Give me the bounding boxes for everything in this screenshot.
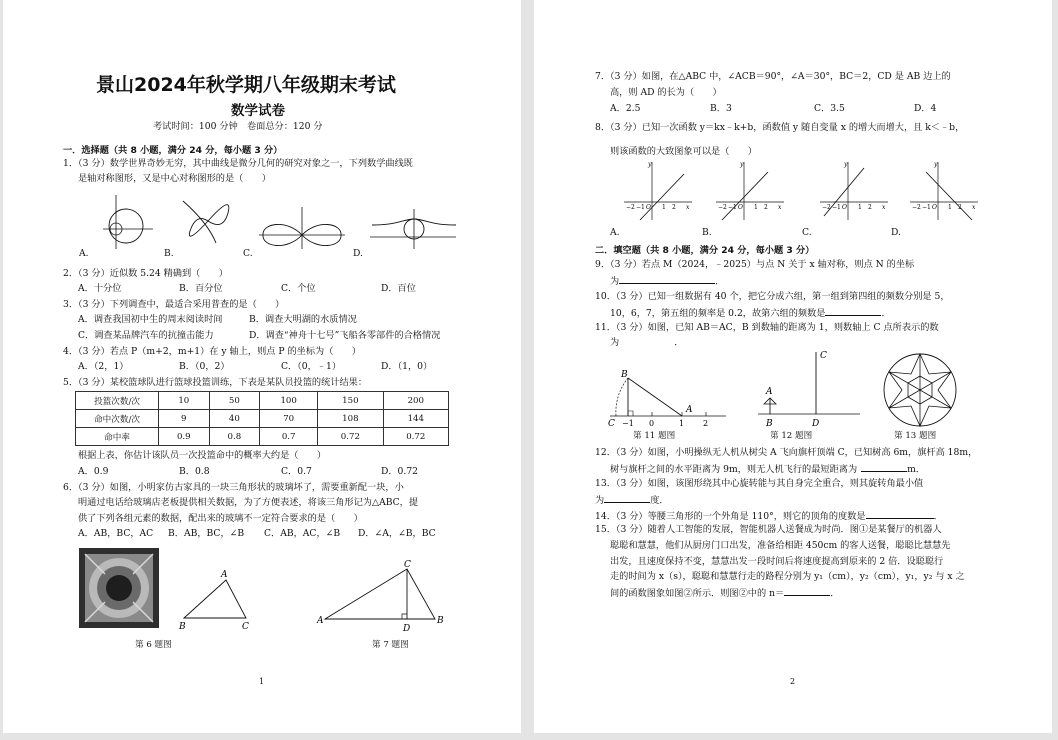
q2-option-a: A．十分位 (78, 283, 122, 294)
q8-graph-d (908, 158, 980, 222)
table-cell: 150 (318, 392, 383, 410)
fig11-tick: −1 (622, 419, 634, 428)
table-cell: 70 (260, 410, 318, 428)
q10-answer-blank[interactable] (825, 305, 881, 316)
q15-line5-prefix: 间的函数图象如图②所示．则图②中的 n＝ (610, 588, 785, 599)
q8-label-d: D. (891, 227, 901, 238)
q8-label-a: A. (610, 227, 620, 238)
q13-line1: 13．（3 分）如图，该图形绕其中心旋转能与其自身完全重合，则其旋转角最小值 (595, 478, 924, 489)
section-2-heading: 二．填空题（共 8 小题，满分 24 分，每小题 3 分） (595, 245, 815, 256)
axis-label-y: y (934, 161, 938, 168)
fig12-caption: 第 12 题图 (770, 431, 813, 441)
q8-label-c: C. (802, 227, 812, 238)
axis-label-x: x (778, 204, 782, 211)
table-row (76, 410, 449, 428)
table-cell: 50 (209, 392, 260, 410)
axis-label-y: y (740, 161, 744, 168)
fig7-label-b: B (437, 616, 444, 626)
tick-label: 1 (754, 204, 758, 211)
fig12-label-a: A (766, 387, 773, 397)
q1-label-c: C. (243, 248, 253, 259)
axis-label-y: y (844, 161, 848, 168)
q12-line2-suffix: m． (907, 464, 926, 475)
table-cell: 0.8 (209, 428, 260, 446)
q10-line2 (610, 305, 891, 320)
q4-stem: 4．（3 分）若点 P（m+2，m+1）在 y 轴上，则点 P 的坐标为（ ） (63, 346, 361, 357)
fig6-triangle (178, 566, 258, 634)
exam-page-1 (3, 0, 521, 733)
fig13-star-pattern (882, 352, 958, 428)
exam-info: 考试时间：100 分钟 卷面总分：120 分 (153, 121, 323, 132)
fig7-caption: 第 7 题图 (372, 640, 409, 650)
tick-label: −2 (626, 204, 635, 211)
q6-line2: 明通过电话给玻璃店老板提供相关数据，为了方便表述，将该三角形记为△ABC，提 (78, 497, 419, 508)
q12-line2 (610, 461, 925, 476)
glass-panel-image (79, 548, 159, 628)
table-cell: 40 (209, 410, 260, 428)
axis-label-origin: O (842, 204, 847, 211)
q3-option-d: D．调查“神舟十七号”飞船各零部件的合格情况 (249, 330, 441, 341)
q11-line2: 为 ． (610, 337, 684, 348)
q15-line1: 15．（3 分）随着人工智能的发展，智能机器人送餐成为时尚．图①是某餐厅的机器人 (595, 524, 942, 535)
table-cell: 0.7 (260, 428, 318, 446)
fig7-triangle (315, 559, 450, 636)
q12-answer-blank[interactable] (861, 461, 907, 472)
fig11-diagram (608, 364, 728, 434)
fig11-tick: 0 (649, 419, 655, 428)
q8-line2: 则该函数的大致图象可以是（ ） (610, 146, 757, 157)
q1-curve-a (98, 193, 158, 251)
q15-line3: 出发，且速度保持不变，慧慧出发一段时间后将速度提高到原来的 2 倍．设聪聪行 (610, 556, 944, 567)
table-row (76, 392, 449, 410)
page-number: 1 (259, 677, 265, 686)
q8-line1: 8．（3 分）已知一次函数 y＝kx﹣k+b，函数值 y 随自变量 x 的增大而增大，且 k＜﹣b， (595, 122, 965, 133)
tick-label: 1 (858, 204, 862, 211)
q13-line2-prefix: 为 (595, 495, 605, 506)
q10-line2-prefix: 10，6，7，第五组的频率是 0.2，故第六组的频数是 (610, 308, 826, 319)
q4-option-c: C．（0，﹣1） (281, 361, 342, 372)
tick-label: 2 (672, 204, 676, 211)
q1-label-d: D. (353, 248, 363, 259)
fig12-label-d: D (812, 419, 820, 429)
q9-line2-prefix: 为 (610, 276, 620, 287)
exam-subtitle: 数学试卷 (231, 103, 285, 119)
q7-option-a: A．2.5 (610, 103, 641, 114)
q8-graph-c (818, 158, 890, 222)
q14-line (595, 508, 943, 523)
q1-curve-c (257, 205, 347, 251)
q4-option-d: D．（1，0） (381, 361, 433, 372)
q1-curve-b (178, 193, 238, 251)
fig11-caption: 第 11 题图 (633, 431, 676, 441)
q6-option-b: B．AB，BC，∠B (168, 528, 245, 539)
q15-line5 (610, 585, 839, 600)
q9-line2 (610, 273, 724, 288)
q6-option-d: D．∠A，∠B，BC (358, 528, 436, 539)
axis-label-origin: O (738, 204, 743, 211)
q11-line1: 11．（3 分）如图，已知 AB＝AC，B 到数轴的距离为 1，则数轴上 C 点所表示的数 (595, 322, 939, 333)
tick-label: 2 (868, 204, 872, 211)
q13-line2 (595, 492, 669, 507)
fig12-label-c: C (820, 351, 827, 361)
q15-answer-blank[interactable] (784, 585, 830, 596)
q7-line2: 高，则 AD 的长为（ ） (610, 87, 722, 98)
q1-curve-d (368, 207, 458, 251)
fig12-diagram (752, 346, 864, 430)
fig7-label-d: D (403, 624, 411, 634)
q12-line2-prefix: 树与旗杆之间的水平距离为 9m，则无人机飞行的最短距离为 (610, 464, 858, 475)
q6-option-a: A．AB，BC，AC (78, 528, 154, 539)
q4-option-b: B．（0，2） (179, 361, 230, 372)
tick-label: 2 (958, 204, 962, 211)
q4-option-a: A．（2，1） (78, 361, 129, 372)
q14-answer-blank[interactable] (866, 508, 934, 519)
q1-line2: 是轴对称图形，又是中心对称图形的是（ ） (78, 173, 271, 184)
tick-label: −2 (822, 204, 831, 211)
table-row (76, 428, 449, 446)
q6-option-c: C．AB，AC，∠B (264, 528, 341, 539)
q8-graph-b (714, 158, 786, 222)
fig11-tick: 1 (679, 419, 685, 428)
fig7-label-a: A (317, 616, 324, 626)
axis-label-origin: O (932, 204, 937, 211)
q13-answer-blank[interactable] (604, 492, 650, 503)
fig6-caption: 第 6 题图 (135, 640, 172, 650)
q14-suffix: ． (933, 511, 943, 522)
tick-label: 1 (948, 204, 952, 211)
table-cell: 0.72 (318, 428, 383, 446)
exam-page-2 (534, 0, 1052, 733)
section-1-heading: 一．选择题（共 8 小题，满分 24 分，每小题 3 分） (63, 145, 283, 156)
q13-line2-suffix: 度． (650, 495, 669, 506)
fig11-tick: 2 (703, 419, 709, 428)
q9-line1: 9．（3 分）若点 M（2024，﹣2025）与点 N 关于 x 轴对称，则点 N 的坐标 (595, 259, 915, 270)
axis-label-x: x (972, 204, 976, 211)
q3-option-c: C．调查某品牌汽车的抗撞击能力 (78, 330, 214, 341)
q6-line1: 6．（3 分）如图，小明家仿古家具的一块三角形状的玻璃坏了，需要重新配一块，小 (63, 482, 404, 493)
tick-label: −1 (636, 204, 645, 211)
q7-option-c: C．3.5 (814, 103, 845, 114)
tick-label: −2 (912, 204, 921, 211)
q1-label-a: A. (79, 248, 89, 259)
q7-option-d: D．4 (914, 103, 937, 114)
q12-line1: 12．（3 分）如图，小明操纵无人机从树尖 A 飞向旗杆顶端 C，已知树高 6m，旗杆高 18m， (595, 447, 978, 458)
q9-line2-suffix: ． (715, 276, 725, 287)
table-cell: 10 (159, 392, 210, 410)
exam-title: 景山2024年秋学期八年级期末考试 (96, 74, 396, 96)
q3-option-a: A．调查我国初中生的周末阅读时间 (78, 314, 223, 325)
tick-label: −2 (718, 204, 727, 211)
fig6-label-c: C (242, 622, 249, 632)
q9-answer-blank[interactable] (619, 273, 715, 284)
q2-stem: 2．（3 分）近似数 5.24 精确到（ ） (63, 268, 228, 279)
axis-label-x: x (686, 204, 690, 211)
q14-text: 14．（3 分）等腰三角形的一个外角是 110°，则它的顶角的度数是 (595, 511, 866, 522)
q5-option-a: A．0.9 (78, 466, 109, 477)
q3-stem: 3．（3 分）下列调查中，最适合采用普查的是（ ） (63, 299, 285, 310)
fig12-label-b: B (766, 419, 773, 429)
q5-stem: 5．（3 分）某校篮球队进行篮球投篮训练，下表是某队员投篮的统计结果： (63, 377, 368, 388)
q15-line4: 走的时间为 x（s），聪聪和慧慧行走的路程分别为 y₁（cm），y₂（cm），y₁，y₂ 与 x 之 (610, 571, 965, 582)
q1-label-b: B. (164, 248, 174, 259)
table-cell: 0.72 (383, 428, 448, 446)
q7-option-b: B．3 (710, 103, 732, 114)
q2-option-d: D．百位 (381, 283, 416, 294)
q15-line5-suffix: ． (830, 588, 840, 599)
q5-after: 根据上表，你估计该队员一次投篮命中的概率大约是（ ） (78, 450, 327, 461)
tick-label: 2 (764, 204, 768, 211)
fig13-caption: 第 13 题图 (894, 431, 937, 441)
page-number: 2 (790, 677, 796, 686)
tick-label: −1 (832, 204, 841, 211)
q5-option-d: D．0.72 (381, 466, 419, 477)
q10-line2-suffix: ． (881, 308, 891, 319)
table-cell: 200 (383, 392, 448, 410)
q7-line1: 7．（3 分）如图，在△ABC 中，∠ACB＝90°，∠A＝30°，BC＝2，CD 是 AB 边上的 (595, 71, 951, 82)
fig11-label-b: B (621, 370, 628, 380)
q2-option-c: C．个位 (281, 283, 316, 294)
fig6-label-b: B (179, 622, 186, 632)
q2-option-b: B．百分位 (179, 283, 223, 294)
q10-line1: 10．（3 分）已知一组数据有 40 个，把它分成六组，第一组到第四组的频数分别是 5， (595, 291, 950, 302)
axis-label-y: y (648, 161, 652, 168)
axis-label-origin: O (646, 204, 651, 211)
q6-line3: 供了下列各组元素的数据，配出来的玻璃不一定符合要求的是（ ） (78, 513, 363, 524)
table-cell: 144 (383, 410, 448, 428)
q5-option-b: B．0.8 (179, 466, 210, 477)
table-cell: 9 (159, 410, 210, 428)
q8-label-b: B. (702, 227, 712, 238)
table-cell: 命中率 (76, 428, 159, 446)
fig11-label-a: A (686, 405, 693, 415)
q1-line1: 1．（3 分）数学世界奇妙无穷，其中曲线是微分几何的研究对象之一，下列数学曲线既 (63, 158, 413, 169)
q8-graph-a (622, 158, 694, 222)
table-cell: 100 (260, 392, 318, 410)
tick-label: −1 (728, 204, 737, 211)
axis-label-x: x (882, 204, 886, 211)
q3-option-b: B．调查大明湖的水质情况 (249, 314, 357, 325)
fig11-label-c: C (608, 419, 615, 429)
fig6-label-a: A (221, 570, 228, 580)
table-cell: 0.9 (159, 428, 210, 446)
q5-option-c: C．0.7 (281, 466, 312, 477)
table-cell: 命中次数/次 (76, 410, 159, 428)
tick-label: 1 (662, 204, 666, 211)
tick-label: −1 (922, 204, 931, 211)
q5-stats-table (75, 391, 449, 446)
fig7-label-c: C (404, 560, 411, 570)
table-cell: 投篮次数/次 (76, 392, 159, 410)
q15-line2: 聪聪和慧慧，他们从厨房门口出发，准备给相距 450cm 的客人送餐，聪聪比慧慧先 (610, 540, 951, 551)
table-cell: 108 (318, 410, 383, 428)
